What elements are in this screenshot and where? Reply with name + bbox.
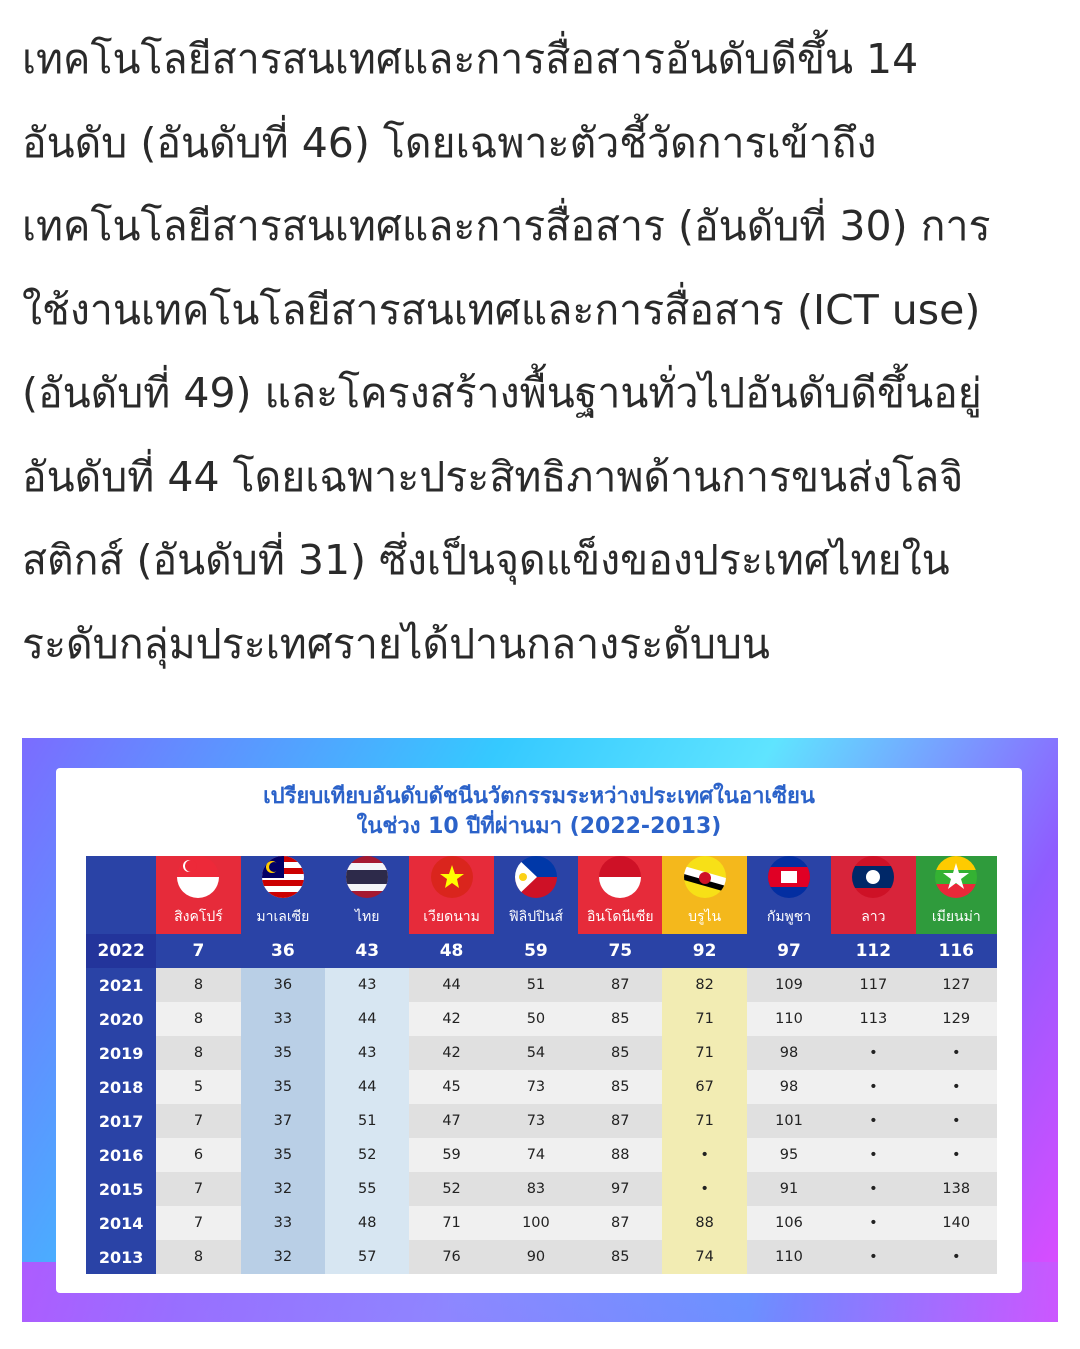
rank-cell: 45	[409, 1070, 493, 1104]
year-cell: 2022	[86, 934, 156, 968]
infographic-panel	[56, 768, 1022, 1293]
laos-flag-icon	[852, 856, 894, 898]
rank-cell: •	[831, 1240, 915, 1274]
rank-cell: 42	[409, 1002, 493, 1036]
rank-cell: 44	[409, 968, 493, 1002]
table-row	[86, 1240, 997, 1274]
indonesia-flag-icon	[599, 856, 641, 898]
rank-cell: 74	[494, 1138, 578, 1172]
country-name: สิงคโปร์	[174, 909, 223, 925]
rank-cell: 7	[156, 1104, 240, 1138]
rank-cell: •	[662, 1138, 746, 1172]
year-cell: 2019	[86, 1036, 156, 1070]
country-header-row	[86, 856, 997, 934]
country-name: มาเลเซีย	[256, 909, 310, 925]
rank-cell: 113	[831, 1002, 915, 1036]
rank-cell: 33	[241, 1206, 325, 1240]
rank-cell: 83	[494, 1172, 578, 1206]
rank-cell: 8	[156, 968, 240, 1002]
rank-cell: •	[831, 1070, 915, 1104]
rank-cell: •	[916, 1240, 997, 1274]
rank-cell: 71	[662, 1002, 746, 1036]
rank-cell: 8	[156, 1002, 240, 1036]
rank-cell: 67	[662, 1070, 746, 1104]
year-cell: 2017	[86, 1104, 156, 1138]
rank-cell: •	[831, 1206, 915, 1240]
rank-cell: 48	[325, 1206, 409, 1240]
rank-cell: 32	[241, 1172, 325, 1206]
rank-cell: •	[831, 1138, 915, 1172]
table-row	[86, 934, 997, 968]
rank-cell: 32	[241, 1240, 325, 1274]
rank-cell: 52	[325, 1138, 409, 1172]
rank-cell: 42	[409, 1036, 493, 1070]
country-header	[156, 856, 240, 934]
year-cell: 2015	[86, 1172, 156, 1206]
rank-cell: •	[831, 1036, 915, 1070]
singapore-flag-icon	[177, 856, 219, 898]
rank-cell: •	[916, 1104, 997, 1138]
rank-cell: •	[831, 1104, 915, 1138]
rank-cell: 6	[156, 1138, 240, 1172]
rank-cell: 95	[747, 1138, 831, 1172]
country-name: อินโดนีเซีย	[586, 909, 654, 925]
country-name: ฟิลิปปินส์	[508, 909, 564, 925]
vietnam-flag-icon	[431, 856, 473, 898]
country-header	[916, 856, 997, 934]
rank-cell: 43	[325, 968, 409, 1002]
rank-cell: 47	[409, 1104, 493, 1138]
country-name: ไทย	[354, 909, 380, 925]
rank-cell: 85	[578, 1036, 662, 1070]
table-row	[86, 1104, 997, 1138]
rank-cell: 35	[241, 1070, 325, 1104]
infographic-subtitle: ในช่วง 10 ปีที่ผ่านมา (2022-2013)	[356, 814, 722, 839]
rank-cell: 8	[156, 1240, 240, 1274]
rank-cell: 91	[747, 1172, 831, 1206]
rank-cell: 35	[241, 1036, 325, 1070]
rank-cell: 74	[662, 1240, 746, 1274]
thailand-flag-icon	[346, 856, 388, 898]
philippines-flag-icon	[515, 856, 557, 898]
brunei-flag-icon	[684, 856, 726, 898]
rank-cell: 88	[662, 1206, 746, 1240]
rank-cell: 92	[662, 934, 746, 968]
rank-cell: •	[662, 1172, 746, 1206]
country-name: ลาว	[861, 909, 886, 925]
year-cell: 2013	[86, 1240, 156, 1274]
rank-cell: 55	[325, 1172, 409, 1206]
year-cell: 2021	[86, 968, 156, 1002]
rank-cell: •	[916, 1138, 997, 1172]
rank-cell: 44	[325, 1002, 409, 1036]
table-row	[86, 1002, 997, 1036]
rank-cell: 88	[578, 1138, 662, 1172]
year-cell: 2016	[86, 1138, 156, 1172]
rank-cell: 5	[156, 1070, 240, 1104]
country-name: เวียดนาม	[423, 909, 480, 925]
country-header	[662, 856, 746, 934]
ranking-table	[86, 856, 997, 1274]
year-cell: 2014	[86, 1206, 156, 1240]
rank-cell: 117	[831, 968, 915, 1002]
article-line: เทคโนโลยีสารสนเทศและการสื่อสารอันดับดีขึ้น 14	[22, 35, 919, 83]
rank-cell: 97	[747, 934, 831, 968]
rank-cell: 138	[916, 1172, 997, 1206]
rank-cell: 71	[409, 1206, 493, 1240]
cambodia-flag-icon	[768, 856, 810, 898]
rank-cell: 140	[916, 1206, 997, 1240]
rank-cell: 7	[156, 1206, 240, 1240]
rank-cell: 54	[494, 1036, 578, 1070]
rank-cell: 98	[747, 1036, 831, 1070]
year-cell: 2020	[86, 1002, 156, 1036]
rank-cell: 57	[325, 1240, 409, 1274]
ranking-table-body	[86, 934, 997, 1274]
rank-cell: 71	[662, 1104, 746, 1138]
country-header	[409, 856, 493, 934]
rank-cell: 109	[747, 968, 831, 1002]
rank-cell: 50	[494, 1002, 578, 1036]
article-line: (อันดับที่ 49) และโครงสร้างพื้นฐานทั่วไปอันดับดีขึ้นอยู่	[22, 369, 982, 417]
rank-cell: 37	[241, 1104, 325, 1138]
rank-cell: 73	[494, 1104, 578, 1138]
rank-cell: 44	[325, 1070, 409, 1104]
rank-cell: •	[916, 1070, 997, 1104]
rank-cell: 85	[578, 1002, 662, 1036]
rank-cell: 116	[916, 934, 997, 968]
rank-cell: 129	[916, 1002, 997, 1036]
infographic-image	[22, 738, 1058, 1322]
country-header	[747, 856, 831, 934]
year-cell: 2018	[86, 1070, 156, 1104]
rank-cell: 87	[578, 1104, 662, 1138]
country-header	[325, 856, 409, 934]
country-header	[831, 856, 915, 934]
malaysia-flag-icon	[262, 856, 304, 898]
rank-cell: 43	[325, 1036, 409, 1070]
country-name: กัมพูชา	[766, 909, 812, 925]
article-line: อันดับที่ 44 โดยเฉพาะประสิทธิภาพด้านการขนส่งโลจิ	[22, 452, 964, 501]
rank-cell: 85	[578, 1240, 662, 1274]
rank-cell: 7	[156, 934, 240, 968]
article-line: สติกส์ (อันดับที่ 31) ซึ่งเป็นจุดแข็งของประเทศไทยใน	[22, 536, 950, 584]
table-row	[86, 1070, 997, 1104]
country-header	[241, 856, 325, 934]
article-line: อันดับ (อันดับที่ 46) โดยเฉพาะตัวชี้วัดการเข้าถึง	[22, 118, 877, 167]
year-header-cell	[86, 856, 156, 934]
rank-cell: 36	[241, 968, 325, 1002]
article-line: ระดับกลุ่มประเทศรายได้ปานกลางระดับบน	[22, 619, 770, 668]
rank-cell: 36	[241, 934, 325, 968]
table-row	[86, 1172, 997, 1206]
rank-cell: 7	[156, 1172, 240, 1206]
rank-cell: 75	[578, 934, 662, 968]
rank-cell: 127	[916, 968, 997, 1002]
table-row	[86, 1138, 997, 1172]
rank-cell: 33	[241, 1002, 325, 1036]
rank-cell: 87	[578, 1206, 662, 1240]
country-name: เมียนม่า	[931, 909, 981, 925]
rank-cell: 106	[747, 1206, 831, 1240]
rank-cell: 110	[747, 1240, 831, 1274]
rank-cell: 101	[747, 1104, 831, 1138]
rank-cell: 59	[409, 1138, 493, 1172]
rank-cell: 35	[241, 1138, 325, 1172]
rank-cell: 51	[494, 968, 578, 1002]
rank-cell: 97	[578, 1172, 662, 1206]
rank-cell: 59	[494, 934, 578, 968]
table-row	[86, 1036, 997, 1070]
article-line: เทคโนโลยีสารสนเทศและการสื่อสาร (อันดับที่ 30) การ	[22, 202, 991, 250]
article-line: ใช้งานเทคโนโลยีสารสนเทศและการสื่อสาร (ICT use)	[22, 285, 981, 334]
rank-cell: 43	[325, 934, 409, 968]
rank-cell: 8	[156, 1036, 240, 1070]
rank-cell: 85	[578, 1070, 662, 1104]
rank-cell: 90	[494, 1240, 578, 1274]
table-row	[86, 968, 997, 1002]
rank-cell: •	[916, 1036, 997, 1070]
rank-cell: 110	[747, 1002, 831, 1036]
country-header	[578, 856, 662, 934]
infographic-title: เปรียบเทียบอันดับดัชนีนวัตกรรมระหว่างประเทศในอาเซียน	[263, 784, 815, 809]
rank-cell: 48	[409, 934, 493, 968]
rank-cell: 98	[747, 1070, 831, 1104]
rank-cell: 52	[409, 1172, 493, 1206]
country-name: บรูไน	[688, 909, 722, 925]
rank-cell: 51	[325, 1104, 409, 1138]
rank-cell: 87	[578, 968, 662, 1002]
rank-cell: 100	[494, 1206, 578, 1240]
myanmar-flag-icon	[935, 856, 977, 898]
rank-cell: 112	[831, 934, 915, 968]
rank-cell: •	[831, 1172, 915, 1206]
table-row	[86, 1206, 997, 1240]
rank-cell: 73	[494, 1070, 578, 1104]
rank-cell: 82	[662, 968, 746, 1002]
country-header	[494, 856, 578, 934]
rank-cell: 76	[409, 1240, 493, 1274]
article-text	[22, 18, 1062, 686]
rank-cell: 71	[662, 1036, 746, 1070]
